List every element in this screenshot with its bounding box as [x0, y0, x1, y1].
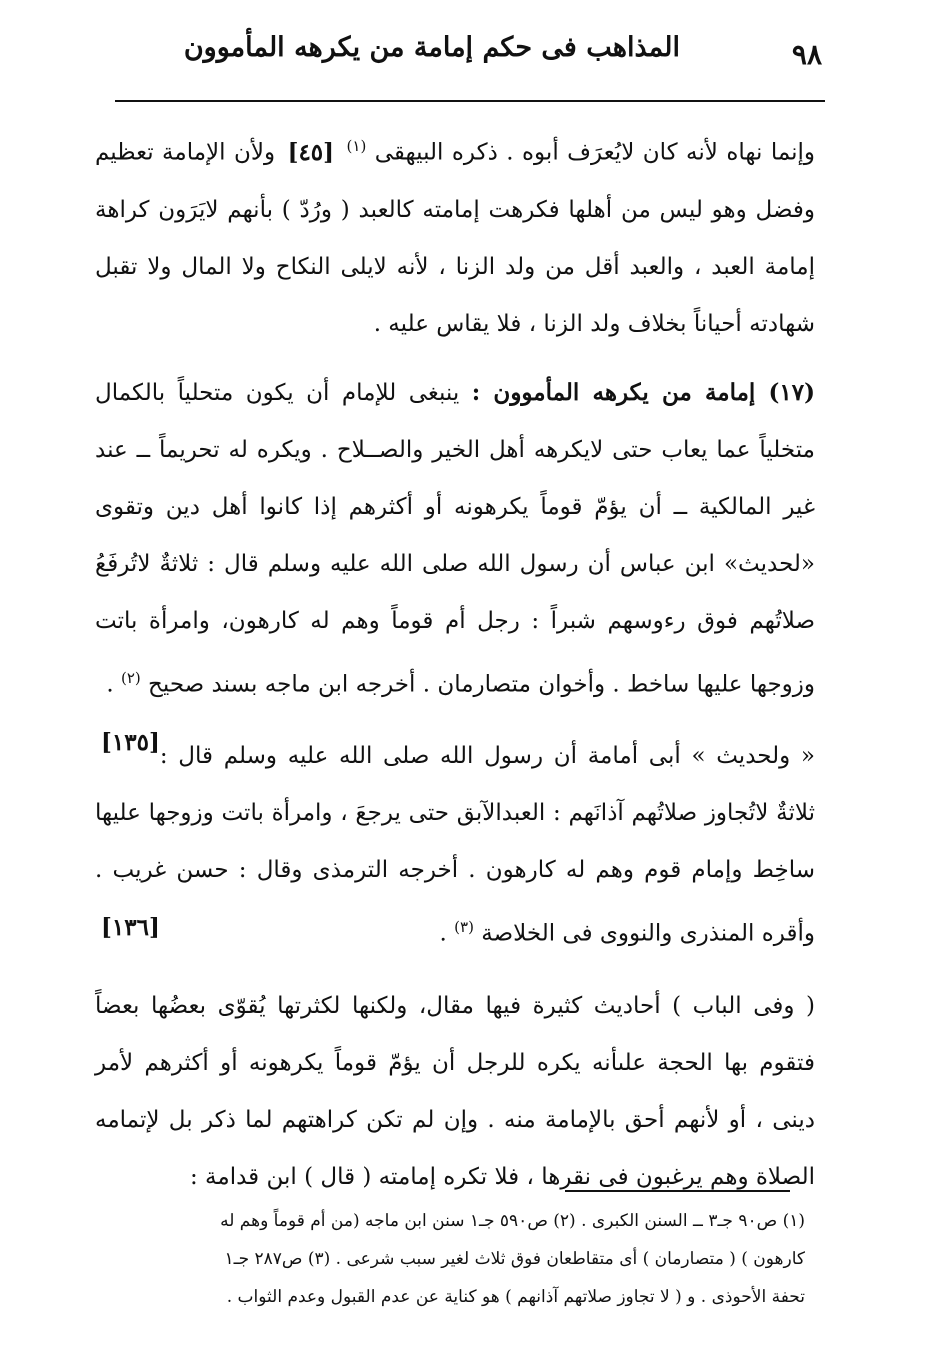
page-number: ٩٨	[791, 38, 822, 71]
running-header	[110, 18, 830, 78]
section-heading: (١٧) إمامة من يكرهه المأموون :	[471, 379, 816, 406]
paragraph-1-text-b: ولأن الإمامة تعظيم وفضل وهو ليس من أهلها فكرهت إمامته كالعبد ( ورُدّ ) بأنهم لايَرَون كراهة إمامة العبد ، والعبد أقل من ولد الزنا ، لأنه لايلى النكاح ولا المال ولا تقبل شهادته أحياناً بخلاف ولد الزنا ، فلا يقاس عليه .	[95, 139, 815, 337]
footnote-marker-2: (٢)	[120, 669, 141, 687]
hadith-ref-135: [١٣٥]	[101, 728, 160, 756]
paragraph-4-text: ( وفى الباب ) أحاديث كثيرة فيها مقال، ولكنها لكثرتها يُقوّى بعضُها بعضاً فتقوم بها الحجة علىأنه يكره للرجل أن يؤمّ قوماً يكرهونه أو أكثرهم لأمر دينى ، أو لأنهم أحق بالإمامة منه . وإن لم تكن كراهتهم لما ذكر بل لإتمامه الصلاة وهم يرغبون فى نقرها ، فلا تكره إمامته ( قال ) ابن قدامة :	[95, 993, 815, 1190]
running-title: المذاهب فى حكم إمامة من يكرهه المأموون	[183, 32, 680, 63]
footnote-rule	[565, 1190, 790, 1192]
paragraph-2: (١٧) إمامة من يكرهه المأموون : ينبغى للإمام أن يكون متحلياً بالكمال متخلياً عما يعاب حتى لايكرهه أهل الخير والصــلاح . ويكره له تحريماً ــ عند غير المالكية ــ أن يؤمّ قوماً يكرهونه أو أكثرهم إذا كانوا أهل دين وتقوى «لحديث» ابن عباس أن رسول الله صلى الله عليه وسلم قال : ثلاثةٌ لاتُرفَعُ صلاتُهم فوق رءوسهم شبراً : رجل أم قوماً وهم له كارهون، وامرأة باتت وزوجها عليها ساخط . وأخوان متصارمان . أخرجه ابن ماجه بسند صحيح $^{(٢)}$ . [١٣٥]	[95, 364, 815, 706]
paragraph-4	[95, 978, 815, 1206]
footnote-marker-1: (١)	[346, 137, 367, 155]
footnote-line-1: (١) ص٩٠ جـ٣ ــ السنن الكبرى . (٢) ص٥٩٠ جـ١ سنن ابن ماجه (من أم قوماً وهم له	[220, 1211, 805, 1231]
paragraph-3: « ولحديث » أبى أمامة أن رسول الله صلى الله عليه وسلم قال : ثلاثةٌ لاتُجاوز صلاتُهم آذانَهم : العبدالآبق حتى يرجعَ ، وامرأة باتت وزوجها عليها ساخِط وإمام قوم وهم له كارهون . أخرجه الترمذى وقال : حسن غريب . وأقره المنذرى والنووى فى الخلاصة $^{(٣)}$ . [١٣٦]	[95, 728, 815, 956]
paragraph-2-text: ينبغى للإمام أن يكون متحلياً بالكمال متخلياً عما يعاب حتى لايكرهه أهل الخير والصــلاح . ويكره له تحريماً ــ عند غير المالكية ــ أن يؤمّ قوماً يكرهونه أو أكثرهم إذا كانوا أهل دين وتقوى «لحديث» ابن عباس أن رسول الله صلى الله عليه وسلم قال : ثلاثةٌ لاتُرفَعُ صلاتُهم فوق رءوسهم شبراً : رجل أم قوماً وهم له كارهون، وامرأة باتت وزوجها عليها ساخط . وأخوان متصارمان . أخرجه ابن ماجه بسند صحيح	[95, 380, 815, 698]
hadith-ref-45: [٤٥]	[287, 138, 335, 166]
footnote-marker-3: (٣)	[454, 918, 474, 936]
footnote-line-3: تحفة الأحوذى . و ( لا تجاوز صلاتهم آذانهم ) هو كناية عن عدم القبول وعدم الثواب .	[226, 1287, 805, 1307]
header-rule	[115, 100, 825, 102]
main-text	[95, 118, 815, 1206]
paragraph-1-text-a: وإنما نهاه لأنه كان لايُعرَف أبوه . ذكره البيهقى	[374, 139, 816, 166]
paragraph-1	[95, 118, 815, 346]
footnote-line-2: كارهون ) ( متصارمان ) أى متقاطعان فوق ثلاث لغير سبب شرعى . (٣) ص٢٨٧ جـ١	[224, 1249, 805, 1269]
hadith-ref-136: [١٣٦]	[101, 914, 160, 941]
paragraph-3-text: « ولحديث » أبى أمامة أن رسول الله صلى الله عليه وسلم قال : ثلاثةٌ لاتُجاوز صلاتُهم آذانَهم : العبدالآبق حتى يرجعَ ، وامرأة باتت وزوجها عليها ساخِط وإمام قوم وهم له كارهون . أخرجه الترمذى وقال : حسن غريب . وأقره المنذرى والنووى فى الخلاصة	[95, 743, 815, 947]
footnotes	[100, 1202, 805, 1316]
